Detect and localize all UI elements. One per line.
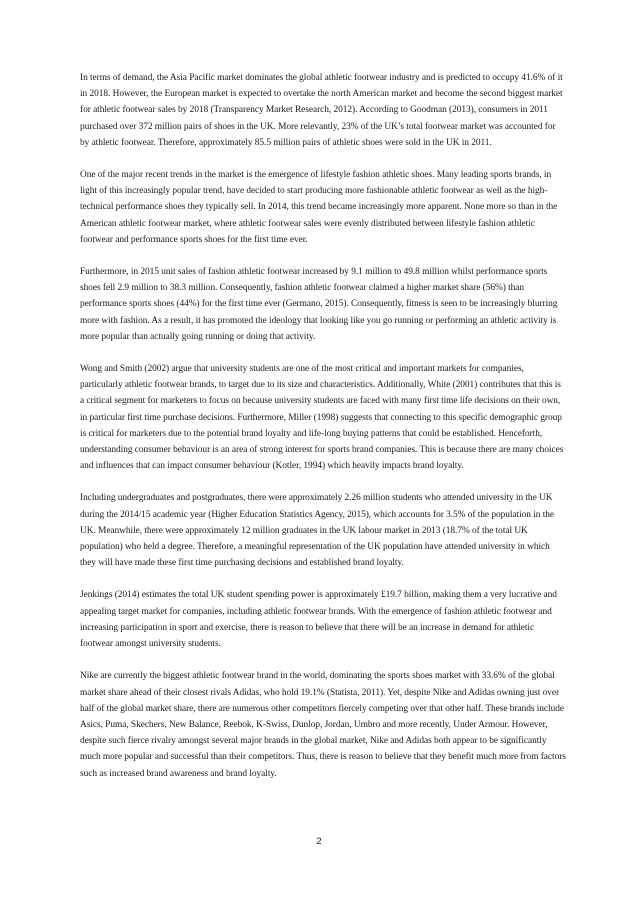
paragraph-student-population: Including undergraduates and postgraduates, there were approximately 2.26 million students who attended university in the UK during the 2014/15 academic year (Higher Education Statistics Agency, 2015), which accounts for 3.5% of the population in the UK. Meanwhile, there were approximately 12 million graduates in the UK labour market in 2013 (18.7% of the total UK population) who held a degree. Therefore, a meaningful representation of the UK population have attended university in which they will have made these first time purchasing decisions and established brand loyalty.	[80, 493, 555, 569]
paragraph-asia-pacific-demand: In terms of demand, the Asia Pacific market dominates the global athletic footwear industry and is predicted to occupy 41.6% of it in 2018. However, the European market is expected to overtake the north American market and become the second biggest market for athletic footwear sales by 2018 (Transparency Market Research, 2012). According to Goodman (2013), consumers in 2011 purchased over 372 million pairs of shoes in the UK. More relevantly, 23% of the UK’s total footwear market was accounted for by athletic footwear. Therefore, approximately 85.5 million pairs of athletic shoes were sold in the UK in 2011.	[80, 73, 563, 148]
paragraph-lifestyle-trend: One of the major recent trends in the market is the emergence of lifestyle fashion athletic shoes. Many leading sports brands, in light of this increasingly popular trend, have decided to start producing more fashionable athletic footwear as well as the high-technical performance shoes they typically sell. In 2014, this trend became increasingly more apparent. None more so than in the American athletic footwear market, where athletic footwear sales were evenly distributed between lifestyle fashion athletic footwear and performance sports shoes for the first time ever.	[80, 170, 558, 245]
paragraph-nike-adidas: Nike are currently the biggest athletic footwear brand in the world, dominating the sports shoes market with 33.6% of the global market share ahead of their closest rivals Adidas, who hold 19.1% (Statista, 2011). Yet, despite Nike and Adidas owning just over half of the global market share, there are numerous other competitors fiercely competing over that other half. These brands include Asics, Puma, Skechers, New Balance, Reebok, K-Swiss, Dunlop, Jordan, Umbro and more recently, Under Armour. However, despite such fierce rivalry amongst several major brands in the global market, Nike and Adidas both appear to be significantly much more popular and successful than their competitors. Thus, there is reason to believe that they benefit much more from factors such as increased brand awareness and brand loyalty.	[80, 671, 566, 779]
page-number: 2	[316, 836, 322, 847]
paragraph-student-spending: Jenkings (2014) estimates the total UK student spending power is approximately £19.7 billion, making them a very lucrative and appealing target market for companies, including athletic footwear brands. With the emergence of fashion athletic footwear and increasing participation in sport and exercise, there is reason to believe that there will be an increase in demand for athletic footwear amongst university students.	[80, 590, 557, 650]
paragraph-university-market: Wong and Smith (2002) argue that university students are one of the most critical and important markets for companies, particularly athletic footwear brands, to target due to its size and characteristics. Additionally, White (2001) contributes that this is a critical segment for marketers to focus on because university students are faced with many first time life decisions on their own, in particular first time purchase decisions. Furthermore, Miller (1998) suggests that connecting to this specific demographic group is critical for marketers due to the potential brand loyalty and life-long buying patterns that could be established. Henceforth, understanding consumer behaviour is an area of strong interest for sports brand companies. This is because there are many choices and influences that can impact consumer behaviour (Kotler, 1994) which heavily impacts brand loyalty.	[80, 364, 564, 472]
document-page	[80, 70, 566, 798]
paragraph-2015-unit-sales: Furthermore, in 2015 unit sales of fashion athletic footwear increased by 9.1 million to 49.8 million whilst performance sports shoes fell 2.9 million to 38.3 million. Consequently, fashion athletic footwear claimed a higher market share (56%) than performance sports shoes (44%) for the first time ever (Germano, 2015). Consequently, fitness is seen to be increasingly blurring more with fashion. As a result, it has promoted the ideology that looking like you go running or performing an athletic activity is more popular than actually going running or doing that activity.	[80, 267, 558, 342]
